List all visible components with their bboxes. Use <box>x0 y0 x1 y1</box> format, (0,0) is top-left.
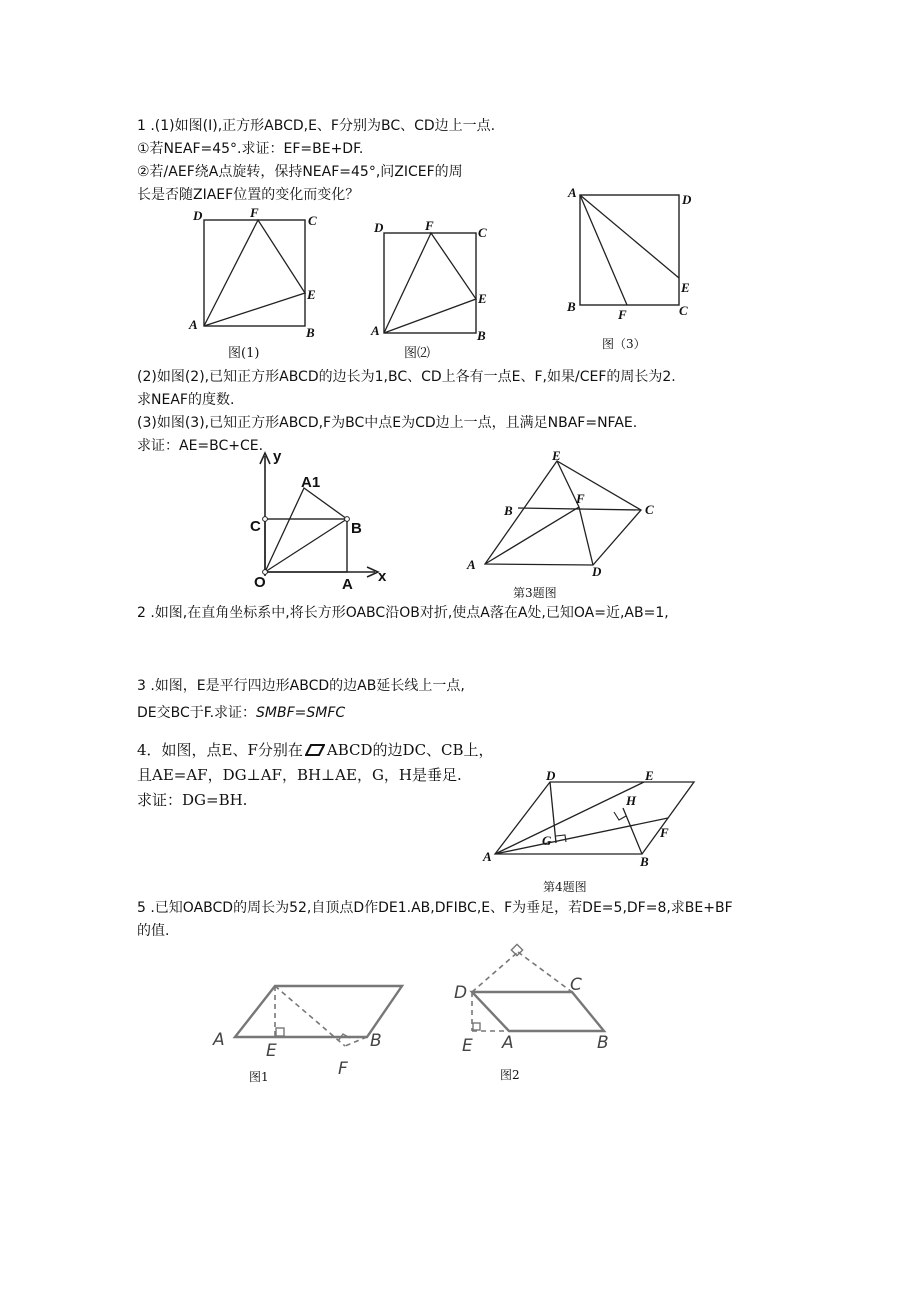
figure-3-caption: 图（3） <box>602 337 646 351</box>
figure-2-caption: 图⑵ <box>404 346 431 361</box>
fig2-label-c: C <box>478 225 487 240</box>
problem-4-line-1 <box>137 741 494 759</box>
p4-label-h: H <box>626 793 637 808</box>
problem-5-line-2: 的值. <box>137 923 170 939</box>
fig1-label-c: C <box>308 213 317 228</box>
coordinate-figure <box>245 448 395 593</box>
figure-problem-4-caption: 第4题图 <box>543 880 587 894</box>
p5f2-label-c: C <box>570 975 582 995</box>
fig3-label-f: F <box>618 307 627 322</box>
figure-problem-4 <box>480 770 700 870</box>
problem-4-line-1-b: ABCD的边DC、CB上， <box>326 741 494 759</box>
p3-label-c: C <box>645 502 654 517</box>
fig3-label-b: B <box>567 299 576 314</box>
fig1-label-a: A <box>189 317 198 332</box>
fig3-label-e: E <box>681 280 690 295</box>
figure-3-square <box>565 183 705 343</box>
problem-3-line-1: 3 .如图，E是平行四边形ABCD的边AB延长线上一点, <box>137 678 465 694</box>
p5f2-label-d: D <box>454 983 468 1003</box>
p5f1-label-f: F <box>338 1059 348 1079</box>
coord-label-b: B <box>351 520 362 537</box>
fig1-label-d: D <box>193 208 203 223</box>
figure-problem-3 <box>460 448 670 578</box>
p5f2-label-e: E <box>462 1036 473 1056</box>
figure-2-square <box>370 215 500 355</box>
p3-label-f: F <box>576 491 585 506</box>
fig3-label-a: A <box>568 185 577 200</box>
coord-label-o: O <box>254 574 266 591</box>
problem-1-line-2: ①若NEAF=45°.求证：EF=BE+DF. <box>137 141 364 157</box>
problem-3-formula: SMBF=SMFC <box>256 705 346 721</box>
problem-1-part3-line-1: (3)如图(3),已知正方形ABCD,F为BC中点E为CD边上一点，且满足NBAF=NFAE. <box>137 415 638 431</box>
p3-label-e: E <box>552 448 561 463</box>
p5f1-label-a: A <box>213 1030 225 1050</box>
coord-label-a: A <box>342 576 353 593</box>
p5f2-label-b: B <box>597 1033 609 1053</box>
p5f1-label-b: B <box>370 1031 382 1051</box>
problem-1-line-3: ②若/AEF绕A点旋转，保持NEAF=45°,问ZICEF的周 <box>137 164 463 180</box>
p3-label-b: B <box>504 503 513 518</box>
coord-label-y: y <box>273 448 282 465</box>
p4-label-d: D <box>546 768 556 783</box>
fig1-label-e: E <box>307 287 316 302</box>
p4-label-f: F <box>660 825 669 840</box>
figure-problem-3-caption: 第3题图 <box>513 586 557 600</box>
fig2-label-a: A <box>371 323 380 338</box>
fig3-label-c: C <box>679 303 688 318</box>
coord-label-c: C <box>250 518 261 535</box>
fig2-label-e: E <box>478 291 487 306</box>
problem-3-line-2 <box>137 704 345 722</box>
p3-label-d: D <box>592 564 602 579</box>
p4-label-g: G <box>542 833 552 848</box>
fig2-label-b: B <box>477 328 486 343</box>
parallelogram-icon <box>305 744 325 756</box>
p4-label-e: E <box>645 768 654 783</box>
figure-problem-5-2-caption: 图2 <box>500 1068 520 1082</box>
problem-1-line-4: 长是否随ZIAEF位置的变化而变化？ <box>137 187 360 203</box>
p3-label-a: A <box>467 557 476 572</box>
fig1-label-b: B <box>306 325 315 340</box>
p5f1-label-e: E <box>266 1041 277 1061</box>
problem-3-line-2-text: DE交BC于F.求证： <box>137 705 257 721</box>
figure-1-square <box>185 205 325 365</box>
fig1-label-f: F <box>250 205 259 220</box>
problem-4-line-3: 求证：DG=BH. <box>137 791 248 809</box>
problem-1-line-1: 1 .(1)如图(I),正方形ABCD,E、F分别为BC、CD边上一点. <box>137 118 496 134</box>
problem-1-part2-line-1: (2)如图(2),已知正方形ABCD的边长为1,BC、CD上各有一点E、F,如果/CEF的周长为2. <box>137 369 676 385</box>
figure-problem-5-1-caption: 图1 <box>249 1070 269 1084</box>
figure-1-caption: 图(1) <box>228 346 260 361</box>
problem-4-line-1-a: 4．如图，点E、F分别在 <box>137 741 303 759</box>
figure-problem-5-2 <box>452 942 622 1062</box>
coord-label-a1: A1 <box>301 474 321 491</box>
p4-label-a: A <box>483 849 492 864</box>
fig2-label-f: F <box>425 218 434 233</box>
p4-label-b: B <box>640 854 649 869</box>
fig2-label-d: D <box>374 220 384 235</box>
problem-1-part3-line-2: 求证：AE=BC+CE. <box>137 438 264 454</box>
fig3-label-d: D <box>682 192 692 207</box>
problem-4-line-2: 且AE=AF，DG⊥AF，BH⊥AE，G，H是垂足. <box>137 766 462 784</box>
p5f2-label-a: A <box>502 1033 514 1053</box>
coord-label-x: x <box>378 568 387 585</box>
problem-1-part2-line-2: 求NEAF的度数. <box>137 392 235 408</box>
problem-5-line-1: 5 .已知OABCD的周长为52,自顶点D作DE1.AB,DFIBC,E、F为垂足，若DE=5,DF=8,求BE+BF <box>137 900 733 916</box>
figure-problem-5-1 <box>210 978 410 1078</box>
problem-2-line: 2 .如图,在直角坐标系中,将长方形OABC沿OB对折,使点A落在A处,已知OA=近,AB=1, <box>137 605 669 621</box>
